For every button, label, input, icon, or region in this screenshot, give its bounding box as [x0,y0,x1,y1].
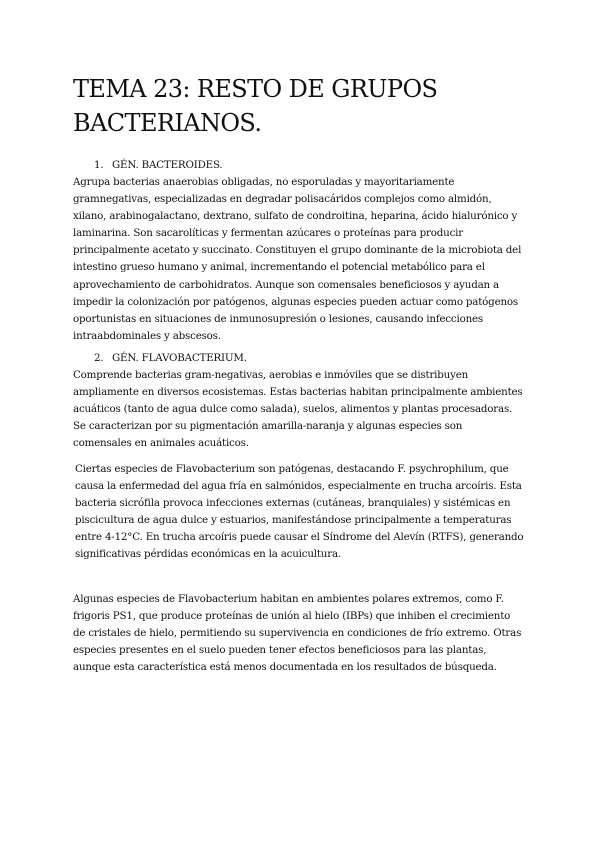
paragraph-flavobacterium-pathogens: Ciertas especies de Flavobacterium son patógenas, destacando F. psychrophilum, que causa la enfermedad del agua fría en salmónidos, especialmente en trucha arcoíris. Esta bacteria sicrófila provoca infecciones externas (cutáneas, branquiales) y sistémicas en piscicultura de agua dulce y estuarios, manifestándose principalmente a temperaturas entre 4-12°C. En trucha arcoíris puede causar el Síndrome del Alevín (RTFS), generando significativas pérdidas económicas en la acuicultura. [75,463,524,561]
section-heading-flavobacterium [94,350,247,367]
section-heading-text: GÉN. FLAVOBACTERIUM. [112,352,247,364]
paragraph-bacteroides-description: Agrupa bacterias anaerobias obligadas, no esporuladas y mayoritariamente gramnegativas, especializadas en degradar polisacáridos complejos como almidón, xilano, arabinogalactano, dextrano, sulfato de condroitina, heparina, ácido hialurónico y laminarina. Son sacarolíticas y fermentan azúcares o proteínas para producir principalmente acetato y succinato. Constituyen el grupo dominante de la microbiota del intestino grueso humano y animal, incrementando el potencial metabólico para el aprovechamiento de carbohidratos. Aunque son comensales beneficiosos y ayudan a impedir la colonización por patógenos, algunas especies pueden actuar como patógenos oportunistas en situaciones de inmunosupresión o lesiones, causando infecciones intraabdominales y abscesos. [73,176,522,342]
page-title: TEMA 23: RESTO DE GRUPOS BACTERIANOS. [73,75,438,137]
section-heading-bacteroides [94,157,223,174]
section-heading-text: GÉN. BACTEROIDES. [112,159,223,171]
paragraph-flavobacterium-description: Comprende bacterias gram-negativas, aerobias e inmóviles que se distribuyen ampliamente en diversos ecosistemas. Estas bacterias habitan principalmente ambientes acuáticos (tanto de agua dulce como salada), suelos, alimentos y plantas procesadoras. Se caracterizan por su pigmentación amarilla-naranja y algunas especies son comensales en animales acuáticos. [73,369,523,450]
paragraph-flavobacterium-polar: Algunas especies de Flavobacterium habitan en ambientes polares extremos, como F. frigoris PS1, que produce proteínas de unión al hielo (IBPs) que inhiben el crecimiento de cristales de hielo, permitiendo su supervivencia en condiciones de frío extremo. Otras especies presentes en el suelo pueden tener efectos beneficiosos para las plantas, aunque esta característica está menos documentada en los resultados de búsqueda. [73,593,522,674]
section-number: 2. [94,352,104,364]
section-number: 1. [94,159,104,171]
